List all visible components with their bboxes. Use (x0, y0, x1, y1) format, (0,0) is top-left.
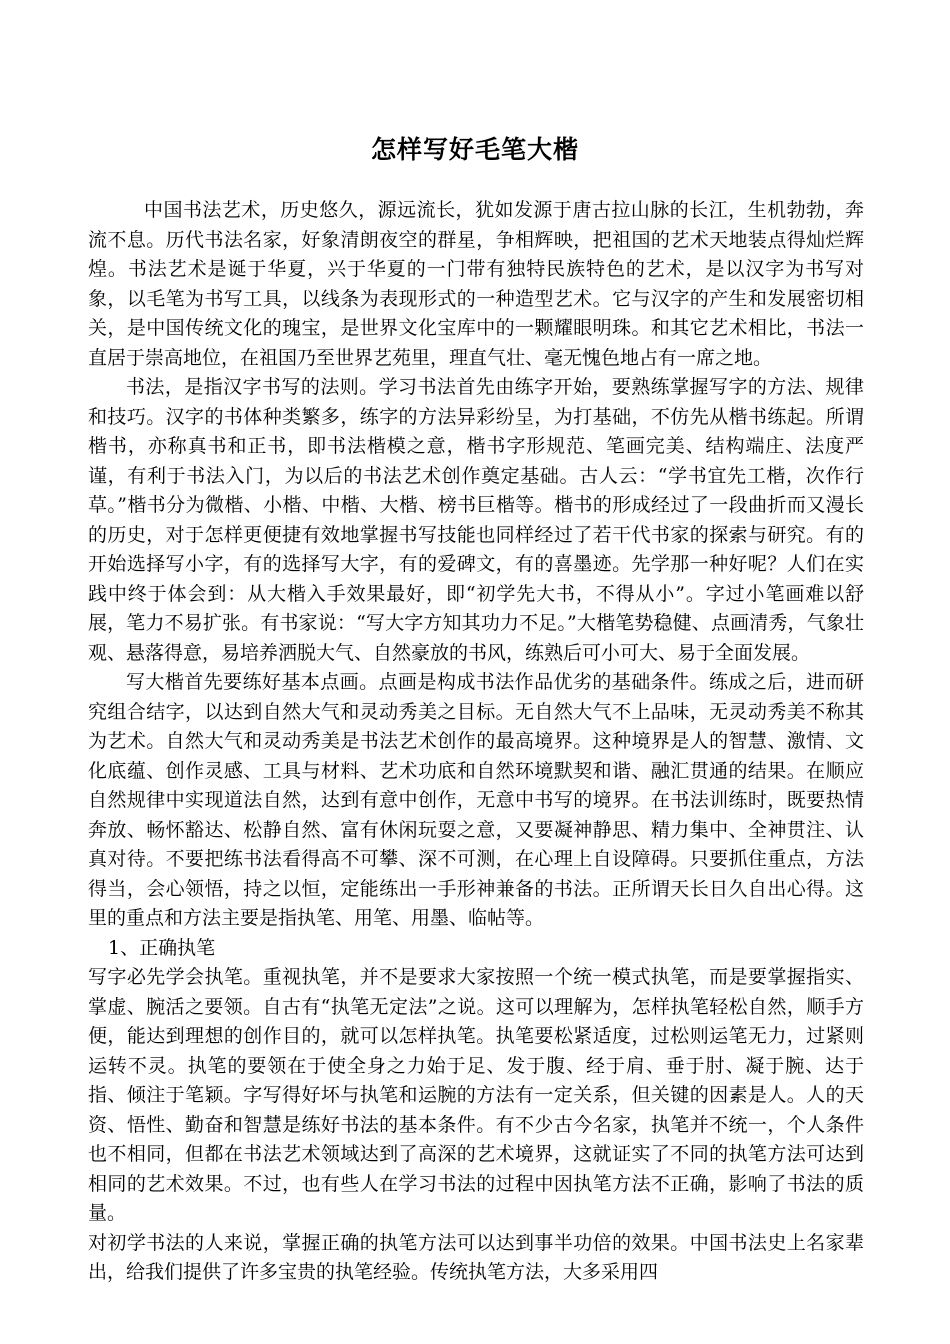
document-title: 怎样写好毛笔大楷 (370, 135, 579, 164)
paragraph-beginners: 对初学书法的人来说，掌握正确的执笔方法可以达到事半功倍的效果。中国书法史上名家辈出，给我们提供了许多宝贵的执笔经验。传统执笔方法，大多采用四 (88, 1231, 864, 1283)
paragraph-brush-holding: 写字必先学会执笔。重视执笔，并不是要求大家按照一个统一模式执笔，而是要掌握指实、掌虚、腕活之要领。自古有“执笔无定法”之说。这可以理解为，怎样执笔轻松自然，顺手方便，能达到理想的创作目的，就可以怎样执笔。执笔要松紧适度，过松则运笔无力，过紧则运转不灵。执笔的要领在于使全身之力始于足、发于腹、经于肩、垂于肘、凝于腕、达于指、倾注于笔颖。字写得好坏与执笔和运腕的方法有一定关系，但关键的因素是人。人的天资、悟性、勤奋和智慧是练好书法的基本条件。有不少古今名家，执笔并不统一，个人条件也不相同，但都在书法艺术领域达到了高深的艺术境界，这就证实了不同的执笔方法可达到相同的艺术效果。不过，也有些人在学习书法的过程中因执笔方法不正确，影响了书法的质量。 (88, 966, 864, 1224)
paragraph-calligraphy-definition: 书法，是指汉字书写的法则。学习书法首先由练字开始，要熟练掌握写字的方法、规律和技巧。汉字的书体种类繁多，练字的方法异彩纷呈，为打基础，不仿先从楷书练起。所谓楷书，亦称真书和正书，即书法楷模之意，楷书字形规范、笔画完美、结构端庄、法度严谨，有利于书法入门，为以后的书法艺术创作奠定基础。古人云：“学书宜先工楷，次作行草。”楷书分为微楷、小楷、中楷、大楷、榜书巨楷等。楷书的形成经过了一段曲折而又漫长的历史，对于怎样更便捷有效地掌握书写技能也同样经过了若干代书家的探索与研究。有的开始选择写小字，有的选择写大字，有的爱碑文，有的喜墨迹。先学那一种好呢？人们在实践中终于体会到：从大楷入手效果最好，即“初学先大书，不得从小”。字过小笔画难以舒展，笔力不易扩张。有书家说：“写大字方知其功力不足。”大楷笔势稳健、点画清秀，气象壮观、悬落得意，易培养洒脱大气、自然豪放的书风，练熟后可小可大、易于全面发展。 (88, 376, 864, 664)
paragraph-basic-strokes: 写大楷首先要练好基本点画。点画是构成书法作品优劣的基础条件。练成之后，进而研究组合结字，以达到自然大气和灵动秀美之目标。无自然大气不上品味，无灵动秀美不称其为艺术。自然大气和灵动秀美是书法艺术创作的最高境界。这种境界是人的智慧、激情、文化底蕴、创作灵感、工具与材料、艺术功底和自然环境默契和谐、融汇贯通的结果。在顺应自然规律中实现道法自然，达到有意中创作，无意中书写的境界。在书法训练时，既要热情奔放、畅怀豁达、松静自然、富有休闲玩耍之意，又要凝神静思、精力集中、全神贯注、认真对待。不要把练书法看得高不可攀、深不可测，在心理上自设障碍。只要抓住重点，方法得当，会心领悟，持之以恒，定能练出一手形神兼备的书法。正所谓天长日久自出心得。这里的重点和方法主要是指执笔、用笔、用墨、临帖等。 (88, 671, 864, 929)
document-body (88, 196, 864, 1288)
section-heading-brush-holding: 1、正确执笔 (108, 936, 216, 959)
paragraph-intro: 中国书法艺术，历史悠久，源远流长，犹如发源于唐古拉山脉的长江，生机勃勃，奔流不息。历代书法名家，好象清朗夜空的群星，争相辉映，把祖国的艺术天地装点得灿烂辉煌。书法艺术是诞于华夏，兴于华夏的一门带有独特民族特色的艺术，是以汉字为书写对象，以毛笔为书写工具，以线条为表现形式的一种造型艺术。它与汉字的产生和发展密切相关，是中国传统文化的瑰宝，是世界文化宝库中的一颗耀眼明珠。和其它艺术相比，书法一直居于崇高地位，在祖国乃至世界艺苑里，理直气壮、毫无愧色地占有一席之地。 (88, 199, 864, 369)
